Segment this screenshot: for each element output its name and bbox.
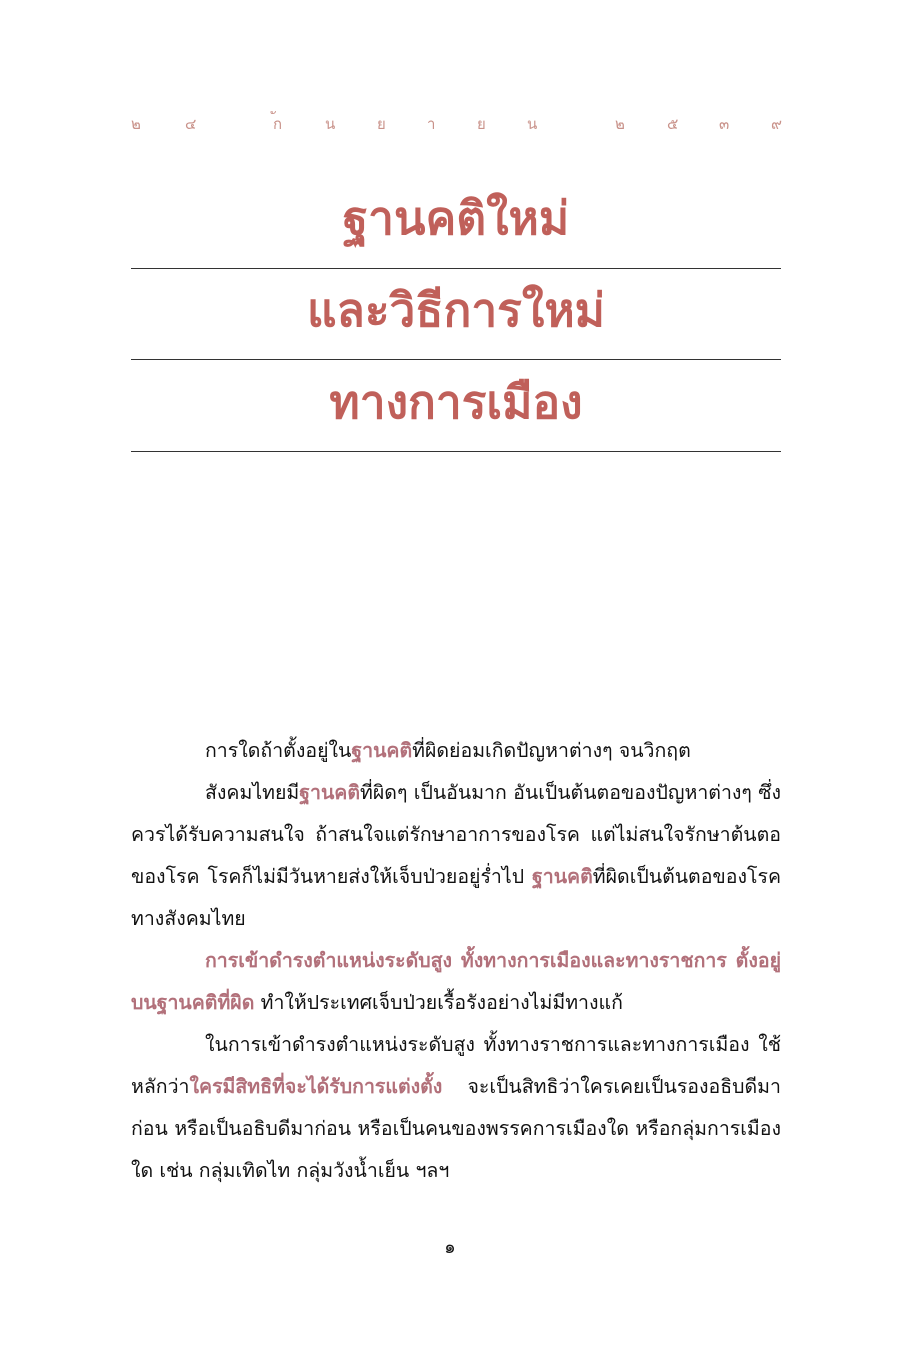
text-run: สังคมไทยมี (205, 781, 300, 804)
paragraph-1 (131, 730, 781, 772)
date-char: ๓ (719, 115, 730, 133)
text-run: การใดถ้าตั้งอยู่ใน (205, 739, 352, 762)
date-char: ย (477, 115, 486, 133)
date-char: น (527, 115, 538, 133)
date-char: ก (273, 115, 283, 133)
paragraph-3 (131, 940, 781, 1024)
body-text (131, 730, 781, 1192)
highlight-phrase: ใครมีสิทธิที่จะได้รับการแต่งตั้ง (189, 1075, 443, 1098)
date-char: า (427, 115, 436, 133)
date-char: ๙ (771, 115, 782, 133)
text-run: ที่ผิดๆ เป็นอันมาก อันเป็นต้นตอของปัญหาต่างๆ ซึ่งควรได้รับความสนใจ ถ้าสนใจแต่รักษาอาการของโรค แต่ไม่สนใจรักษาต้นตอของโรค โรคก็ไม่มีวันหายส่งให้เจ็บป่วยอยู่ร่ำไป (131, 781, 781, 888)
text-run: ทำให้ประเทศเจ็บป่วยเรื้อรังอย่างไม่มีทางแก้ (254, 991, 623, 1014)
page-number: ๑ (444, 1237, 456, 1258)
text-run: ในการเข้าดำรงตำแหน่งระดับสูง ทั้งทางราชการและทางการเมือง ใช้หลักว่า (131, 1033, 781, 1098)
date-char: ๒ (615, 115, 625, 133)
date-header (131, 112, 781, 138)
paragraph-2 (131, 772, 781, 940)
date-char: น (325, 115, 336, 133)
title-divider (131, 359, 781, 360)
highlight-term: ฐานคติ (351, 739, 413, 762)
text-run: ที่ผิดเป็นต้นตอของโรคทางสังคมไทย (131, 865, 781, 930)
title-line-2: และวิธีการใหม่ (307, 283, 605, 337)
text-run: จะเป็นสิทธิว่าใครเคยเป็นรองอธิบดีมาก่อน หรือเป็นอธิบดีมาก่อน หรือเป็นคนของพรรคการเมืองใด หรือกลุ่มการเมืองใด เช่น กลุ่มเทิดไท กลุ่มวังน้ำเย็น ฯลฯ (131, 1075, 781, 1182)
title-divider (131, 268, 781, 269)
date-char: ๒ (131, 115, 141, 133)
date-char: ย (377, 115, 386, 133)
paragraph-4 (131, 1024, 781, 1192)
title-divider (131, 451, 781, 452)
highlight-term: ฐานคติ (299, 781, 361, 804)
title-line-1: ฐานคติใหม่ (342, 191, 570, 245)
text-run: ที่ผิดย่อมเกิดปัญหาต่างๆ จนวิกฤต (412, 739, 691, 762)
date-char: ๔ (185, 115, 197, 133)
highlight-sentence: การเข้าดำรงตำแหน่งระดับสูง ทั้งทางการเมืองและทางราชการ ตั้งอยู่บนฐานคติที่ผิด (131, 949, 781, 1014)
date-char: ๕ (667, 115, 679, 133)
title-line-3: ทางการเมือง (329, 375, 583, 429)
highlight-term: ฐานคติ (532, 865, 593, 888)
